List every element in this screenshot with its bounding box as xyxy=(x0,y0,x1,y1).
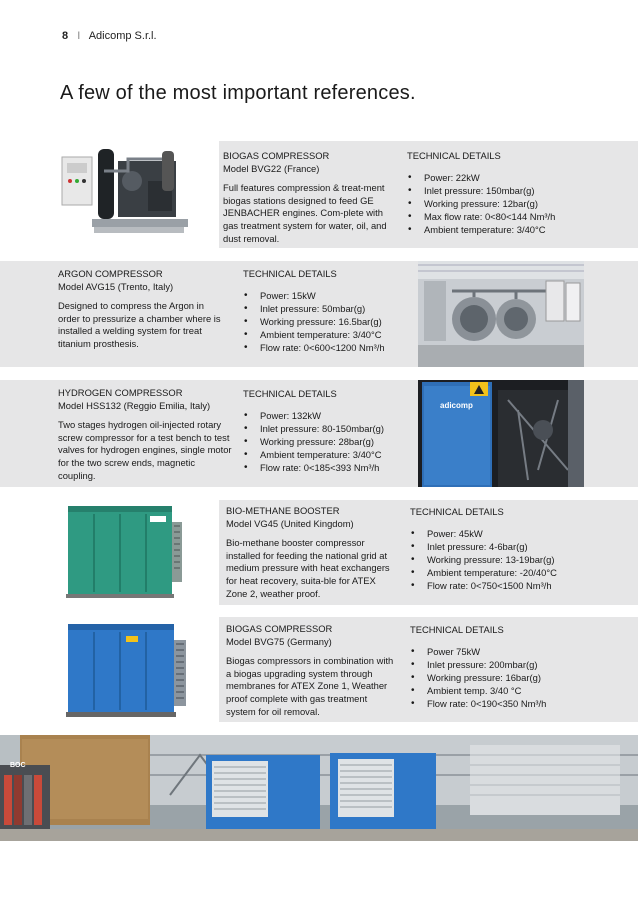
technical-details-title: TECHNICAL DETAILS xyxy=(410,506,504,517)
photo-argon-avg15 xyxy=(418,261,584,367)
boc-sign-text: BOC xyxy=(10,762,26,769)
detail-item: • Working pressure: 28bar(g) xyxy=(243,436,418,449)
company-name: Adicomp S.r.l. xyxy=(88,30,157,42)
technical-details-argon-avg15 xyxy=(243,268,418,355)
reference-text-biogas-bvg22 xyxy=(223,150,393,245)
reference-text-argon-avg15 xyxy=(58,268,228,351)
photo-installation-site xyxy=(0,735,638,841)
detail-item: • Power: 132kW xyxy=(243,410,418,423)
detail-item: • Max flow rate: 0<80<144 Nm³/h xyxy=(407,211,635,224)
detail-item: • Inlet pressure: 200mbar(g) xyxy=(410,659,635,672)
detail-item: • Working pressure: 16.5bar(g) xyxy=(243,316,418,329)
reference-model: Model BVG22 (France) xyxy=(223,162,320,174)
detail-item: • Flow rate: 0<185<393 Nm³/h xyxy=(243,462,418,475)
detail-item: • Flow rate: 0<190<350 Nm³/h xyxy=(410,698,635,711)
reference-model: Model VG45 (United Kingdom) xyxy=(226,517,354,529)
page-number: 8 xyxy=(62,30,69,42)
technical-details-title: TECHNICAL DETAILS xyxy=(243,388,337,399)
reference-title: BIOGAS COMPRESSOR xyxy=(223,150,330,161)
reference-title: BIO-METHANE BOOSTER xyxy=(226,505,340,516)
reference-description: Two stages hydrogen oil-injected rotary screw compressor for a test bench to test valves for hydrogen engines, single motor for the two screw ends, magnetic coupling. xyxy=(58,419,232,481)
page-title: A few of the most important references. xyxy=(60,82,416,104)
technical-details-title: TECHNICAL DETAILS xyxy=(243,268,337,279)
page-header xyxy=(62,30,157,42)
technical-details-biogas-bvg75 xyxy=(410,624,635,711)
technical-details-hydrogen-hss132 xyxy=(243,388,418,475)
photo-biogas-bvg22 xyxy=(58,141,198,245)
detail-item: • Ambient temperature: 3/40°C xyxy=(243,449,418,462)
reference-text-biogas-bvg75 xyxy=(226,623,398,718)
detail-item: • Flow rate: 0<600<1200 Nm³/h xyxy=(243,342,418,355)
detail-item: • Working pressure: 12bar(g) xyxy=(407,198,635,211)
detail-item: • Power: 22kW xyxy=(407,172,635,185)
reference-title: ARGON COMPRESSOR xyxy=(58,268,163,279)
reference-text-biomethane-vg45 xyxy=(226,505,398,600)
reference-title: BIOGAS COMPRESSOR xyxy=(226,623,333,634)
header-separator: I xyxy=(77,30,81,42)
reference-description: Designed to compress the Argon in order to pressurize a chamber where is installed a welding system for treat titanium prosthesis. xyxy=(58,300,221,349)
technical-details-title: TECHNICAL DETAILS xyxy=(410,624,504,635)
reference-text-hydrogen-hss132 xyxy=(58,387,233,482)
photo-hydrogen-hss132 xyxy=(418,380,584,487)
detail-item: • Working pressure: 13-19bar(g) xyxy=(410,554,635,567)
technical-details-title: TECHNICAL DETAILS xyxy=(407,150,501,161)
adicomp-logo-text: adicomp xyxy=(440,401,473,410)
photo-biomethane-vg45 xyxy=(62,502,186,600)
reference-model: Model HSS132 (Reggio Emilia, Italy) xyxy=(58,399,211,411)
detail-item: • Power: 45kW xyxy=(410,528,635,541)
detail-item: • Ambient temperature: -20/40°C xyxy=(410,567,635,580)
detail-item: • Ambient temperature: 3/40°C xyxy=(243,329,418,342)
detail-item: • Inlet pressure: 4-6bar(g) xyxy=(410,541,635,554)
technical-details-biomethane-vg45 xyxy=(410,506,635,593)
reference-description: Biogas compressors in combination with a biogas upgrading system through membranes for ATEX Zone 1, Weather proof complete with gas treatment system for oil removal. xyxy=(226,655,394,717)
reference-description: Bio-methane booster compressor installed for feeding the national grid at medium pressure with heat exchangers for heat recovery, suita-ble for ATEX Zone 2, weather proof. xyxy=(226,537,390,599)
technical-details-biogas-bvg22 xyxy=(407,150,635,237)
detail-item: • Ambient temperature: 3/40°C xyxy=(407,224,635,237)
detail-item: • Inlet pressure: 150mbar(g) xyxy=(407,185,635,198)
detail-item: • Flow rate: 0<750<1500 Nm³/h xyxy=(410,580,635,593)
detail-item: • Working pressure: 16bar(g) xyxy=(410,672,635,685)
reference-model: Model AVG15 (Trento, Italy) xyxy=(58,280,174,292)
reference-description: Full features compression & treat-ment biogas stations designed to feed GE JENBACHER engines. Com-plete with gas treatment system for water, oil, and dust removal. xyxy=(223,182,387,244)
detail-item: • Power 75kW xyxy=(410,646,635,659)
photo-biogas-bvg75 xyxy=(64,620,188,720)
detail-item: • Inlet pressure: 50mbar(g) xyxy=(243,303,418,316)
detail-item: • Power: 15kW xyxy=(243,290,418,303)
detail-item: • Inlet pressure: 80-150mbar(g) xyxy=(243,423,418,436)
reference-title: HYDROGEN COMPRESSOR xyxy=(58,387,183,398)
reference-model: Model BVG75 (Germany) xyxy=(226,635,332,647)
detail-item: • Ambient temp. 3/40 °C xyxy=(410,685,635,698)
